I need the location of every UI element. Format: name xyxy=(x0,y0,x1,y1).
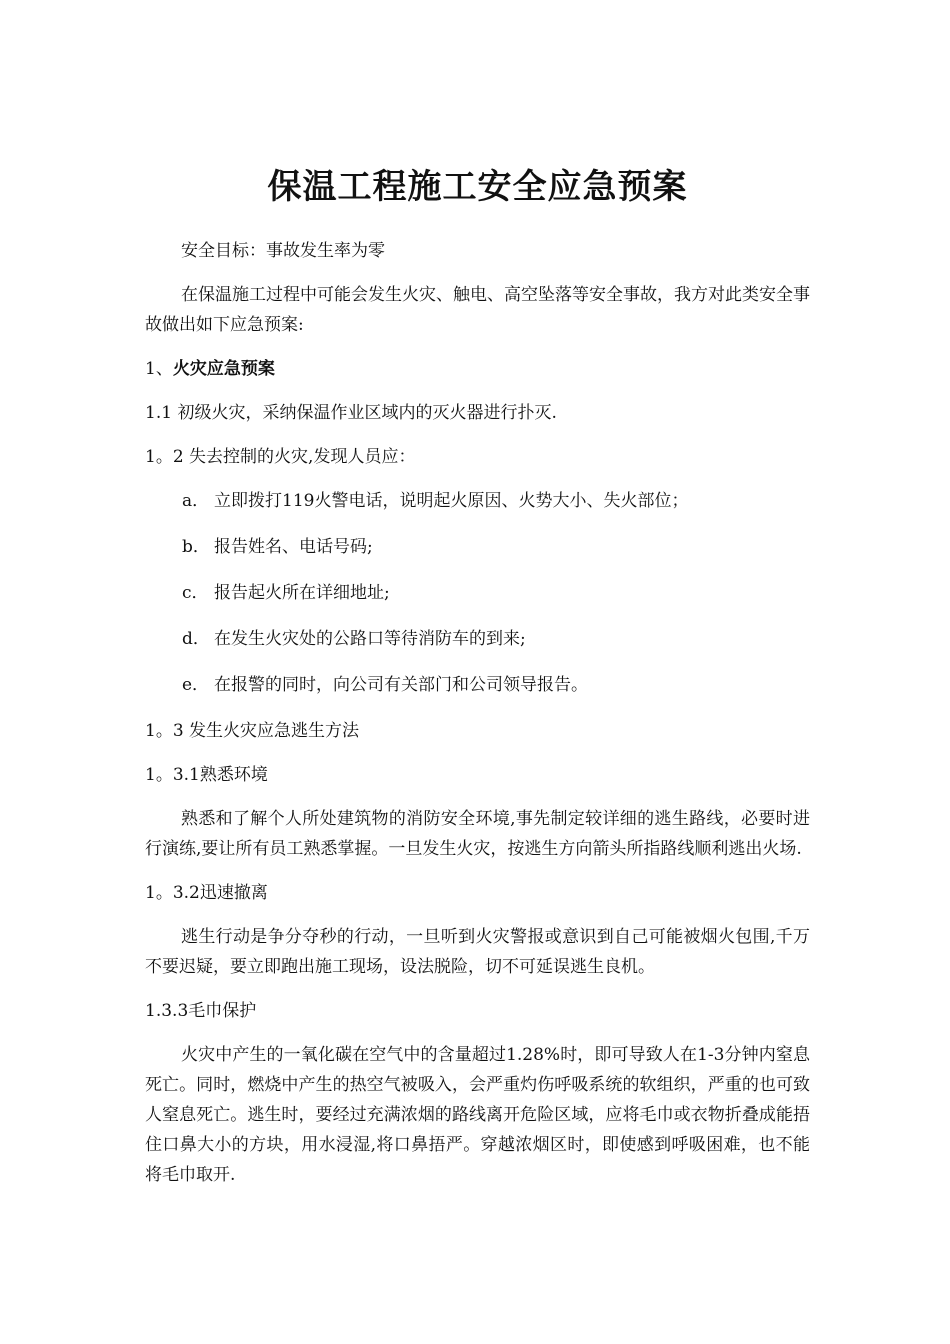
list-item xyxy=(145,486,810,516)
list-item xyxy=(145,670,810,700)
section-1-1: 1.1 初级火灾，采纳保温作业区域内的灭火器进行扑灭. xyxy=(145,403,557,423)
section-1-3-3-body: 火灾中产生的一氧化碳在空气中的含量超过1.28%时，即可导致人在1-3分钟内窒息死亡。同时，燃烧中产生的热空气被吸入，会严重灼伤呼吸系统的软组织，严重的也可致人窒息死亡。逃生时，要经过充满浓烟的路线离开危险区域，应将毛巾或衣物折叠成能捂住口鼻大小的方块，用水浸湿,将口鼻捂严。穿越浓烟区时，即使感到呼吸困难，也不能将毛巾取开. xyxy=(145,1045,810,1185)
list-text: 立即拨打119火警电话，说明起火原因、火势大小、失火部位； xyxy=(214,491,689,511)
section-1-number: 1、 xyxy=(145,359,173,379)
intro-paragraph: 在保温施工过程中可能会发生火灾、触电、高空坠落等安全事故，我方对此类安全事故做出如下应急预案: xyxy=(145,285,810,335)
safety-goal: 安全目标：事故发生率为零 xyxy=(181,241,385,261)
section-1-3-3-heading: 1.3.3毛巾保护 xyxy=(145,1001,257,1021)
list-text: 报告起火所在详细地址; xyxy=(214,583,390,603)
list-marker: c． xyxy=(182,583,209,603)
section-1-title: 火灾应急预案 xyxy=(172,359,275,379)
section-1-3-2-heading: 1。3.2迅速撤离 xyxy=(145,883,268,903)
section-1-3-1-body: 熟悉和了解个人所处建筑物的消防安全环境,事先制定较详细的逃生路线，必要时进行演练,要让所有员工熟悉掌握。一旦发生火灾，按逃生方向箭头所指路线顺利逃出火场. xyxy=(145,809,810,859)
section-1-heading xyxy=(145,354,810,384)
document-body xyxy=(145,160,810,1204)
list-marker: a． xyxy=(182,491,210,511)
list-marker: b． xyxy=(182,537,210,557)
document-title: 保温工程施工安全应急预案 xyxy=(267,167,688,207)
section-1-3-2-body: 逃生行动是争分夺秒的行动，一旦听到火灾警报或意识到自己可能被烟火包围,千万不要迟疑，要立即跑出施工现场，设法脱险，切不可延误逃生良机。 xyxy=(145,927,810,977)
list-marker: e． xyxy=(182,675,210,695)
list-item xyxy=(145,578,810,608)
list-item xyxy=(145,532,810,562)
list-text: 在报警的同时，向公司有关部门和公司领导报告。 xyxy=(214,675,588,695)
section-1-2: 1。2 失去控制的火灾,发现人员应： xyxy=(145,447,416,467)
section-1-3: 1。3 发生火灾应急逃生方法 xyxy=(145,721,360,741)
list-text: 报告姓名、电话号码; xyxy=(214,537,373,557)
list-marker: d． xyxy=(182,629,210,649)
section-1-3-1-heading: 1。3.1熟悉环境 xyxy=(145,765,268,785)
list-text: 在发生火灾处的公路口等待消防车的到来; xyxy=(214,629,526,649)
list-item xyxy=(145,624,810,654)
